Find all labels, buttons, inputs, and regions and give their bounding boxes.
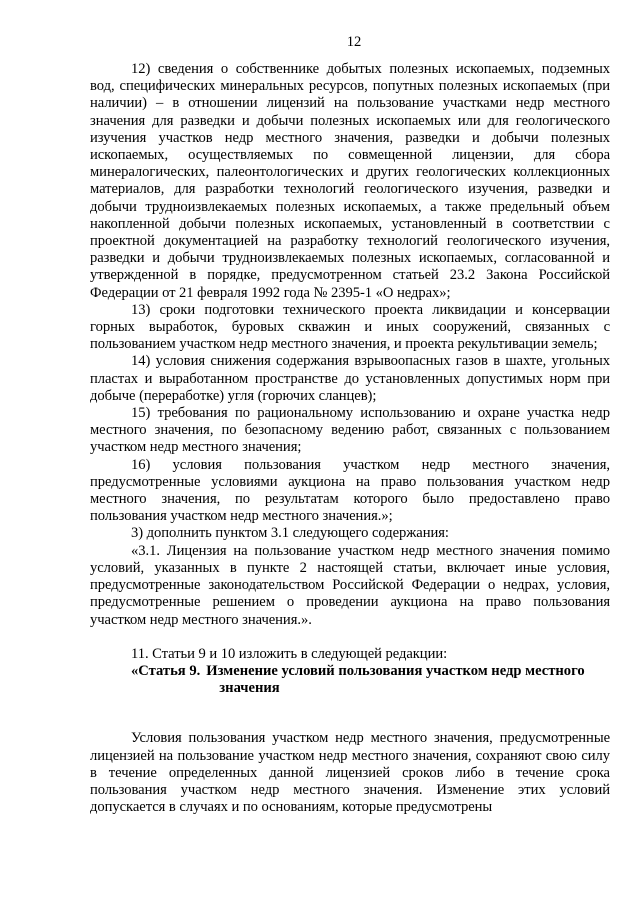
article-title-line1: Изменение условий пользования участком недр местного bbox=[206, 662, 585, 679]
section-intro: 11. Статьи 9 и 10 изложить в следующей редакции: bbox=[131, 645, 448, 662]
paragraph-item-13: 13) сроки подготовки технического проекта ликвидации и консервации горных выработок, буровых скважин и иных сооружений, связанных с пользованием участком недр местного значения, и проекта рекультивации земель; bbox=[90, 301, 610, 353]
page-number: 12 bbox=[346, 34, 362, 50]
paragraph-item-12: 12) сведения о собственнике добытых полезных ископаемых, подземных вод, специфических минеральных ресурсов, попутных полезных ископаемых (при наличии) – в отношении лицензий на пользование участками недр местного значения для разведки и добычи полезных ископаемых или для геологического изучения участков недр местного значения, разведки и добычи полезных ископаемых, осуществляемых по совмещенной лицензии, для сбора минералогических, палеонтологических и других геологических коллекционных материалов, для разработки технологий геологического изучения, разведки и добычи трудноизвлекаемых полезных ископаемых, а также предельный объем накопленной добычи полезных ископаемых, установленный в соответствии с проектной документацией на разработку технологий геологического изучения, разведки и добычи трудноизвлекаемых полезных ископаемых, согласованной и утвержденной в порядке, предусмотренном статьей 23.2 Закона Российской Федерации от 21 февраля 1992 года № 2395-1 «О недрах»; bbox=[90, 61, 610, 301]
paragraph-item-16: 16) условия пользования участком недр местного значения, предусмотренные условиями аукциона на право пользования участком недр местного значения, по результатам которого было предоставлено право пользования участком недр местного значения.»; bbox=[90, 456, 610, 525]
article-body: Условия пользования участком недр местного значения, предусмотренные лицензией на пользование участком недр местного значения, сохраняют свою силу в течение определенных данной лицензией сроков либо в течение срока пользования участком недр местного значения. Изменение этих условий допускается в случаях и по основаниям, которые предусмотрены bbox=[90, 730, 610, 816]
article-title bbox=[138, 663, 610, 697]
paragraph-item-14: 14) условия снижения содержания взрывоопасных газов в шахте, угольных пластах и выработанном пространстве до установленных допустимых норм при добыче (переработке) угля (горючих сланцев); bbox=[90, 353, 610, 404]
paragraph-amendment-3: 3) дополнить пунктом 3.1 следующего содержания: bbox=[131, 525, 449, 542]
article-quote-mark: « bbox=[131, 662, 139, 679]
heading-spacer bbox=[90, 697, 610, 730]
section-spacer bbox=[90, 629, 610, 646]
paragraph-clause-3-1: «3.1. Лицензия на пользование участком недр местного значения помимо условий, указанных в пункте 2 настоящей статьи, включает иные условия, предусмотренные законодательством Российской Федерации о недрах, условия, предусмотренные решением о проведении аукциона на право пользования участком недр местного значения.». bbox=[90, 542, 610, 628]
article-heading bbox=[90, 663, 610, 697]
paragraph-item-15: 15) требования по рациональному использованию и охране участка недр местного значения, по безопасному ведению работ, связанных с пользованием участком недр местного значения; bbox=[90, 405, 610, 456]
article-title-line2: значения bbox=[219, 680, 280, 697]
article-label: Статья 9. bbox=[138, 662, 201, 679]
